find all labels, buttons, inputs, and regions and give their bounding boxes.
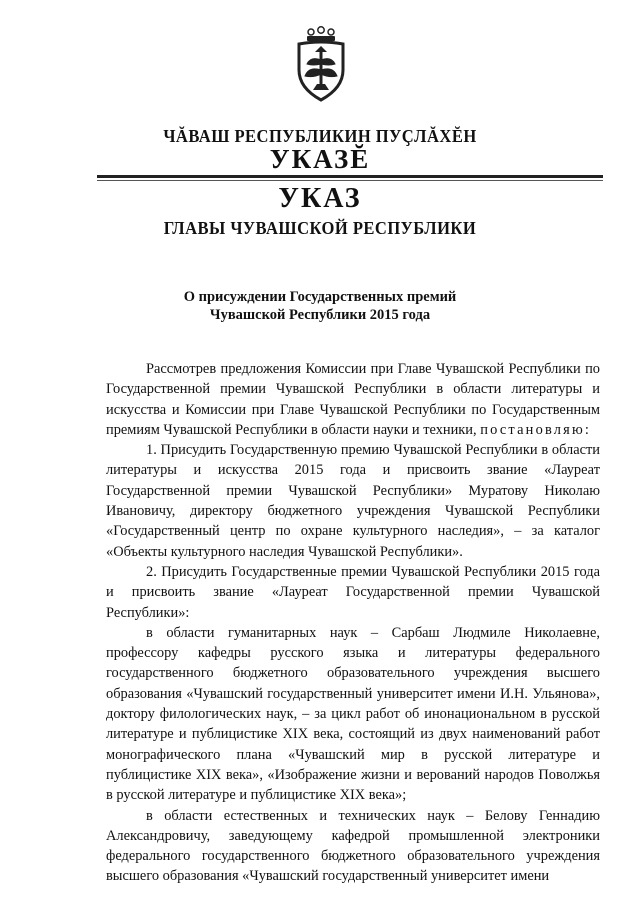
- item-2-paragraph: 2. Присудить Государственные премии Чувашской Республики 2015 года и присвоить звание «Лауреат Государственной премии Чувашской Республики»:: [106, 563, 600, 621]
- intro-text: Рассмотрев предложения Комиссии при Главе Чувашской Республики по Государственной премии Чувашской Республики в области литературы и искусства и Комиссии при Главе Чувашской Республики по Государственным премиям Чувашской Республики в области науки и техники,: [106, 361, 600, 438]
- title-line-2: Чувашской Республики 2015 года: [209, 307, 431, 323]
- header-divider-thick: [97, 175, 603, 178]
- chuvash-decree-heading: УКАЗĔ: [269, 144, 371, 174]
- intro-paragraph: [106, 359, 600, 440]
- item-1-paragraph: 1. Присудить Государственную премию Чувашской Республики в области литературы и искусства 2015 года и присвоить звание «Лауреат Государственной премии Чувашской Республики» Муратову Николаю Ивановичу, директору бюджетного учреждения Чувашской Республики «Государственный центр по охране культурного наследия», – за каталог «Объекты культурного наследия Чувашской Республики».: [106, 442, 600, 560]
- chuvash-heading: ЧĂВАШ РЕСПУБЛИКИН ПУҪЛĂХĔН: [163, 126, 477, 146]
- header-divider-thin: [97, 180, 603, 181]
- title-line-1: О присуждении Государственных премий: [183, 289, 457, 305]
- document-title: [0, 288, 640, 324]
- issuer-heading: ГЛАВЫ ЧУВАШСКОЙ РЕСПУБЛИКИ: [163, 218, 477, 238]
- decree-verb: постановляю:: [480, 421, 592, 438]
- item-2-humanities-paragraph: в области гуманитарных наук – Сарбаш Людмиле Николаевне, профессору кафедры русского языка и литературы федерального государственного бюджетного образовательного учреждения высшего образования «Чувашский государственный университет имени И.Н. Ульянова», доктору филологических наук, – за цикл работ об инонациональном в русской литературе и публицистике XIX века, состоящий из двух наименований работ монографического плана «Чувашский мир в русской литературе и публицистике XIX века», «Изображение жизни и верований народов Поволжья в русской литературе и публицистике XIX века»;: [106, 624, 600, 804]
- item-2-natural-sciences-paragraph: в области естественных и технических наук – Белову Геннадию Александровичу, заведующему кафедрой промышленной электроники федерального государственного бюджетного образовательного учреждения высшего образования «Чувашский государственный университет имени: [106, 807, 600, 885]
- chuvash-coat-of-arms-emblem: [289, 26, 353, 104]
- document-body: [106, 359, 600, 887]
- decree-heading: УКАЗ: [278, 183, 362, 214]
